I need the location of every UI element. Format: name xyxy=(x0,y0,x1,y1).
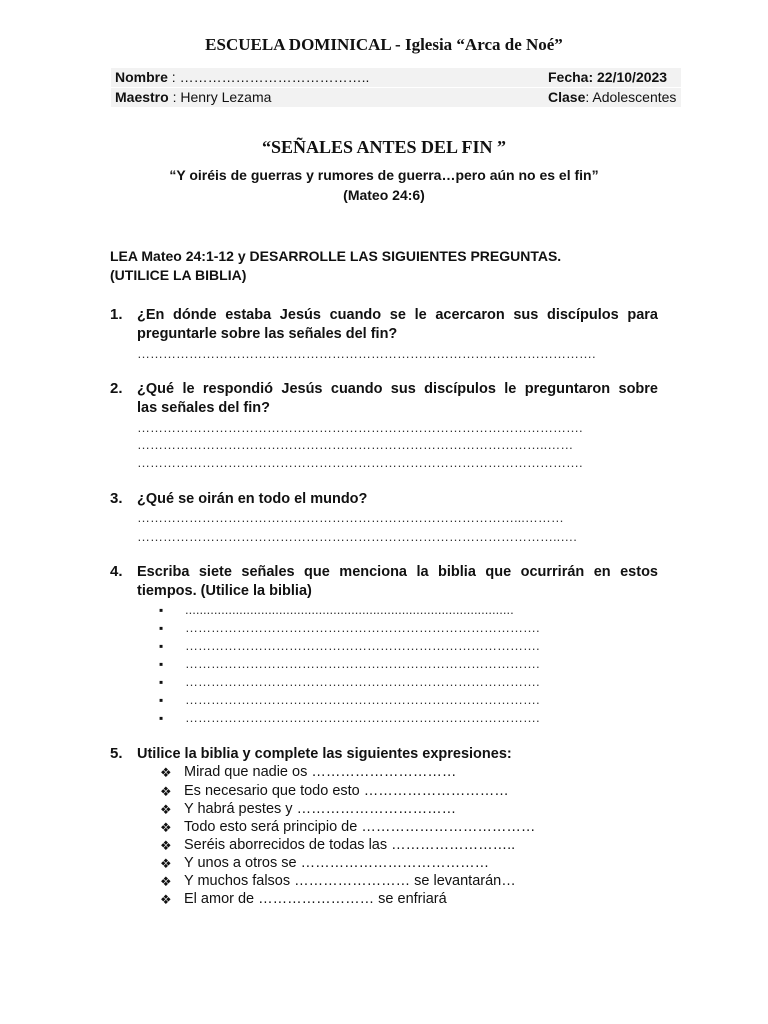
question-1-line-2: preguntarle sobre las señales del fin? xyxy=(137,326,398,342)
expression-item[interactable]: Y muchos falsos …………………… se levantarán… xyxy=(184,873,516,889)
instructions-line-1: LEA Mateo 24:1-12 y DESARROLLE LAS SIGUIENTES PREGUNTAS. xyxy=(110,248,562,264)
bullet-answer-line[interactable]: ………………………………………………………………………. xyxy=(185,656,540,671)
verse-reference: (Mateo 24:6) xyxy=(343,187,425,203)
bullet-icon: ▪ xyxy=(159,675,164,689)
expression-item[interactable]: Todo esto será principio de ……………………………… xyxy=(184,819,536,835)
answer-line[interactable]: ……………………………………………………………………………………..…. xyxy=(137,529,577,544)
page-title: “SEÑALES ANTES DEL FIN ” xyxy=(261,137,507,157)
question-5-line-1: Utilice la biblia y complete las siguientes expresiones: xyxy=(137,746,512,762)
teacher-class-row xyxy=(111,88,681,107)
question-1-line-1: ¿En dónde estaba Jesús cuando se le acercaron sus discípulos para xyxy=(137,307,658,323)
answer-line[interactable]: …………………………………………………………………………………..…… xyxy=(137,437,574,452)
name-value: : ………………………………….. xyxy=(167,69,370,85)
expression-item[interactable]: Seréis aborrecidos de todas las …………………….. xyxy=(184,837,516,853)
expression-item[interactable]: Y unos a otros se ………………………………… xyxy=(184,855,490,871)
answer-line[interactable]: ……………………………………………………………………………...……… xyxy=(137,510,564,525)
bullet-icon: ▪ xyxy=(159,657,164,671)
diamond-bullet-icon: ❖ xyxy=(160,892,172,907)
bullet-icon: ▪ xyxy=(159,639,164,653)
question-3-number: 3. xyxy=(110,490,123,507)
date-value: : 22/10/2023 xyxy=(588,69,668,85)
name-label: Nombre xyxy=(115,69,168,85)
answer-line[interactable]: …………………………………………………………………………………………. xyxy=(137,420,583,435)
bullet-answer-line[interactable]: ………………………………………………………………………. xyxy=(185,710,540,725)
diamond-bullet-icon: ❖ xyxy=(160,765,172,780)
question-5-number: 5. xyxy=(110,745,123,762)
instructions-line-2: (UTILICE LA BIBLIA) xyxy=(110,267,247,283)
question-4-line-2: tiempos. (Utilice la biblia) xyxy=(137,583,312,599)
question-4-line-1: Escriba siete señales que menciona la biblia que ocurrirán en estos xyxy=(137,564,658,580)
date-label: Fecha xyxy=(548,69,589,85)
bullet-answer-line[interactable]: ………………………………………………………………………. xyxy=(185,638,540,653)
question-4-number: 4. xyxy=(110,563,123,580)
diamond-bullet-icon: ❖ xyxy=(160,874,172,889)
answer-line[interactable]: ……………………………………………………………………………………………. xyxy=(137,346,596,361)
answer-line[interactable]: …………………………………………………………………………………………. xyxy=(137,455,583,470)
question-3-line-1: ¿Qué se oirán en todo el mundo? xyxy=(137,491,368,507)
verse-quote: “Y oiréis de guerras y rumores de guerra…pero aún no es el fin” xyxy=(169,167,599,183)
teacher-label: Maestro xyxy=(115,89,169,105)
diamond-bullet-icon: ❖ xyxy=(160,784,172,799)
diamond-bullet-icon: ❖ xyxy=(160,856,172,871)
teacher-value: : Henry Lezama xyxy=(168,89,272,105)
expression-item[interactable]: El amor de …………………… se enfriará xyxy=(184,891,447,907)
school-name: ESCUELA DOMINICAL - Iglesia “Arca de Noé” xyxy=(205,35,563,54)
expression-item[interactable]: Y habrá pestes y …………………………… xyxy=(184,801,457,817)
diamond-bullet-icon: ❖ xyxy=(160,802,172,817)
class-value: : Adolescentes xyxy=(585,89,677,105)
class-label: Clase xyxy=(548,89,586,105)
school-header xyxy=(0,35,768,55)
question-2-line-1: ¿Qué le respondió Jesús cuando sus discípulos le preguntaron sobre xyxy=(137,381,658,397)
bullet-answer-line[interactable]: ………………………………………………………………………. xyxy=(185,674,540,689)
name-date-row xyxy=(111,68,681,87)
diamond-bullet-icon: ❖ xyxy=(160,838,172,853)
bullet-answer-line[interactable]: ........................................................................................... xyxy=(185,602,514,617)
bullet-icon: ▪ xyxy=(159,693,164,707)
expression-item[interactable]: Es necesario que todo esto ………………………… xyxy=(184,783,509,799)
question-2-number: 2. xyxy=(110,380,123,397)
bullet-answer-line[interactable]: ………………………………………………………………………. xyxy=(185,692,540,707)
bullet-icon: ▪ xyxy=(159,603,164,617)
bullet-icon: ▪ xyxy=(159,711,164,725)
question-1-number: 1. xyxy=(110,306,123,323)
expression-item[interactable]: Mirad que nadie os ………………………… xyxy=(184,764,457,780)
bullet-icon: ▪ xyxy=(159,621,164,635)
diamond-bullet-icon: ❖ xyxy=(160,820,172,835)
bullet-answer-line[interactable]: ………………………………………………………………………. xyxy=(185,620,540,635)
question-2-line-2: las señales del fin? xyxy=(137,400,270,416)
